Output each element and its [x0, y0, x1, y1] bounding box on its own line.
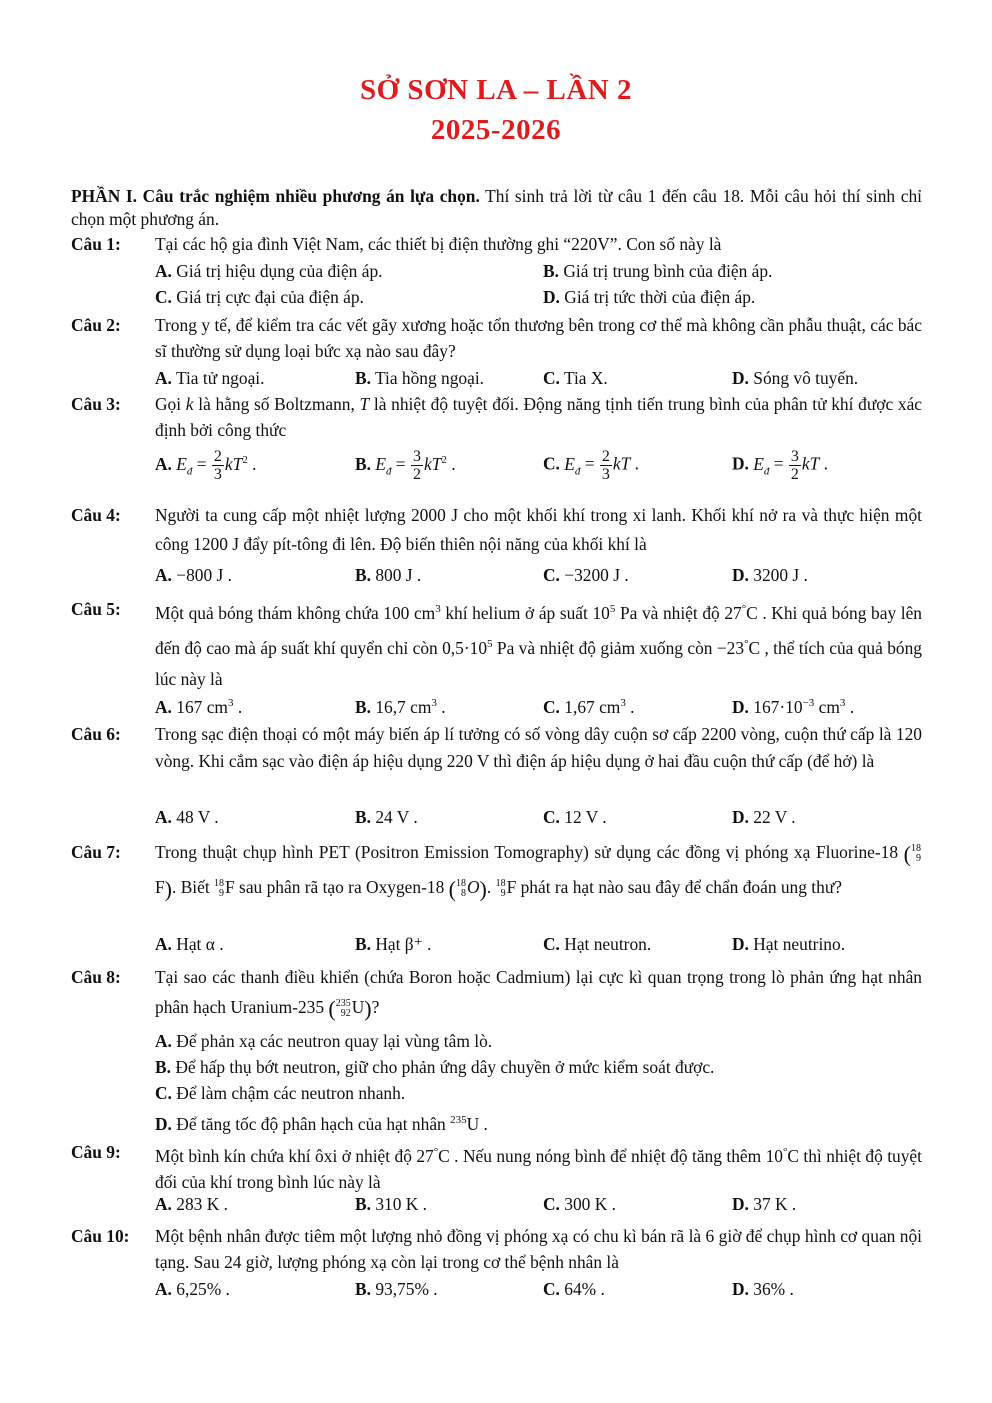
question-2: Câu 2: Trong y tế, để kiểm tra các vết gãy xương hoặc tổn thương bên trong cơ thể mà không cần phẫu thuật, các bác sĩ thường sử dụng loại bức xạ nào sau đây?: [71, 315, 922, 361]
question-4: Câu 4: Người ta cung cấp một nhiệt lượng 2000 J cho một khối khí trong xi lanh. Khối khí nở ra và thực hiện một công 1200 J đẩy pít-tông đi lên. Độ biến thiên nội năng của khối khí là: [71, 505, 922, 554]
q2-option-a[interactable]: A. Tia tử ngoại.: [155, 368, 265, 388]
q10-option-a[interactable]: A. 6,25% .: [155, 1279, 230, 1299]
question-9: Câu 9: Một bình kín chứa khí ôxi ở nhiệt độ 27°C . Nếu nung nóng bình để nhiệt độ tăng thêm 10°C thì nhiệt độ tuyệt đối của khí trong bình lúc này là: [71, 1142, 922, 1192]
q6-option-c[interactable]: C. 12 V .: [543, 807, 607, 827]
q10-option-b[interactable]: B. 93,75% .: [355, 1279, 438, 1299]
q1-option-c[interactable]: C. Giá trị cực đại của điện áp.: [155, 287, 364, 307]
question-8: Câu 8: Tại sao các thanh điều khiển (chứa Boron hoặc Cadmium) lại cực kì quan trọng trong lò phản ứng hạt nhân phân hạch Uranium-235 ( 235 92 U)?: [71, 967, 922, 1021]
q9-option-d[interactable]: D. 37 K .: [732, 1194, 797, 1214]
q6-option-b[interactable]: B. 24 V .: [355, 807, 418, 827]
question-7: Câu 7: Trong thuật chụp hình PET (Positron Emission Tomography) sử dụng các đồng vị phóng xạ Fluorine-18 ( 18 9 F). Biết 18 9 F sau phân rã tạo ra Oxygen-18 ( 18 8 O). 18 9 F phát ra hạt nào sau đây để chẩn đoán ung thư?: [71, 841, 921, 901]
q4-option-a[interactable]: A. −800 J .: [155, 565, 232, 585]
q5-option-b[interactable]: B. 16,7 $cm^3$ .: [355, 696, 446, 717]
q8-option-d[interactable]: D. Để tăng tốc độ phân hạch của hạt nhân $^{235}$U .: [155, 1113, 488, 1134]
q10-option-d[interactable]: D. 36% .: [732, 1279, 794, 1299]
question-5: Câu 5: Một quả bóng thám không chứa 100 $cm^3$ khí helium ở áp suất $10^5$ Pa và nhiệt độ 27°C . Khi quả bóng bay lên đến độ cao mà áp suất khí quyển chỉ còn $0,5\cdot 10^5$ Pa và nhiệt độ giảm xuống còn −23°C , thể tích của quả bóng lúc này là: [71, 599, 923, 689]
question-6: Câu 6: Trong sạc điện thoại có một máy biến áp lí tưởng có số vòng dây cuộn sơ cấp 2200 vòng, cuộn thứ cấp là 120 vòng. Khi cắm sạc vào điện áp hiệu dụng 220 V thì điện áp hiệu dụng ở hai đầu cuộn thứ cấp (để hở) là: [71, 724, 922, 771]
q1-option-b[interactable]: B. Giá trị trung bình của điện áp.: [543, 261, 773, 281]
q5-option-c[interactable]: C. 1,67 $cm^3$ .: [543, 696, 635, 717]
q1-option-a[interactable]: A. Giá trị hiệu dụng của điện áp.: [155, 261, 383, 281]
q7-option-c[interactable]: C. Hạt neutron.: [543, 934, 652, 954]
q10-option-c[interactable]: C. 64% .: [543, 1279, 605, 1299]
q5-option-a[interactable]: A. 167 $cm^3$ .: [155, 696, 243, 717]
q9-option-b[interactable]: B. 310 K .: [355, 1194, 428, 1214]
q4-option-d[interactable]: D. 3200 J .: [732, 565, 808, 585]
q9-option-a[interactable]: A. 283 K .: [155, 1194, 228, 1214]
q1-option-d[interactable]: D. Giá trị tức thời của điện áp.: [543, 287, 756, 307]
q7-option-a[interactable]: A. Hạt α .: [155, 934, 224, 954]
question-10: Câu 10: Một bệnh nhân được tiêm một lượng nhỏ đồng vị phóng xạ có chu kì bán rã là 6 giờ để chụp hình cơ quan nội tạng. Sau 24 giờ, lượng phóng xạ còn lại trong cơ thể bệnh nhân là: [71, 1226, 922, 1272]
q8-option-b[interactable]: B. Để hấp thụ bớt neutron, giữ cho phản ứng dây chuyền ở mức kiểm soát được.: [155, 1057, 715, 1077]
q3-option-a[interactable]: A. $E_đ$ = $\frac{2}{3}$ $kT^2$ .: [155, 448, 257, 484]
q2-option-b[interactable]: B. Tia hồng ngoại.: [355, 368, 485, 388]
q3-option-d[interactable]: D. $E_đ$ = $\frac{3}{2}$ kT .: [732, 448, 829, 483]
q2-option-c[interactable]: C. Tia X.: [543, 368, 608, 388]
q6-option-a[interactable]: A. 48 V .: [155, 807, 219, 827]
q5-option-d[interactable]: D. $167\cdot 10^{-3}$ $cm^3$ .: [732, 696, 855, 717]
page-title: SỞ SƠN LA – LẦN 2: [360, 74, 632, 106]
q9-option-c[interactable]: C. 300 K .: [543, 1194, 616, 1214]
q3-option-b[interactable]: B. $E_đ$ = $\frac{3}{2}$ $kT^2$ .: [355, 448, 456, 484]
q4-option-c[interactable]: C. −3200 J .: [543, 565, 629, 585]
q8-option-a[interactable]: A. Để phản xạ các neutron quay lại vùng tâm lò.: [155, 1031, 493, 1051]
section-intro: PHẦN I. Câu trắc nghiệm nhiều phương án lựa chọn. Thí sinh trả lời từ câu 1 đến câu 18. Mỗi câu hỏi thí sinh chỉ chọn một phương án.: [71, 186, 922, 229]
question-1: Câu 1: Tại các hộ gia đình Việt Nam, các thiết bị điện thường ghi “220V”. Con số này là: [71, 234, 722, 254]
q7-option-b[interactable]: B. Hạt β⁺ .: [355, 934, 432, 954]
page-year: 2025-2026: [430, 114, 562, 146]
q6-option-d[interactable]: D. 22 V .: [732, 807, 796, 827]
q3-option-c[interactable]: C. $E_đ$ = $\frac{2}{3}$ kT .: [543, 448, 640, 483]
question-3: Câu 3: Gọi k là hằng số Boltzmann, T là nhiệt độ tuyệt đối. Động năng tịnh tiến trung bình của phân tử khí được xác định bởi công thức: [71, 394, 923, 440]
q8-option-c[interactable]: C. Để làm chậm các neutron nhanh.: [155, 1083, 406, 1103]
q2-option-d[interactable]: D. Sóng vô tuyến.: [732, 368, 859, 388]
q4-option-b[interactable]: B. 800 J .: [355, 565, 422, 585]
q7-option-d[interactable]: D. Hạt neutrino.: [732, 934, 846, 954]
